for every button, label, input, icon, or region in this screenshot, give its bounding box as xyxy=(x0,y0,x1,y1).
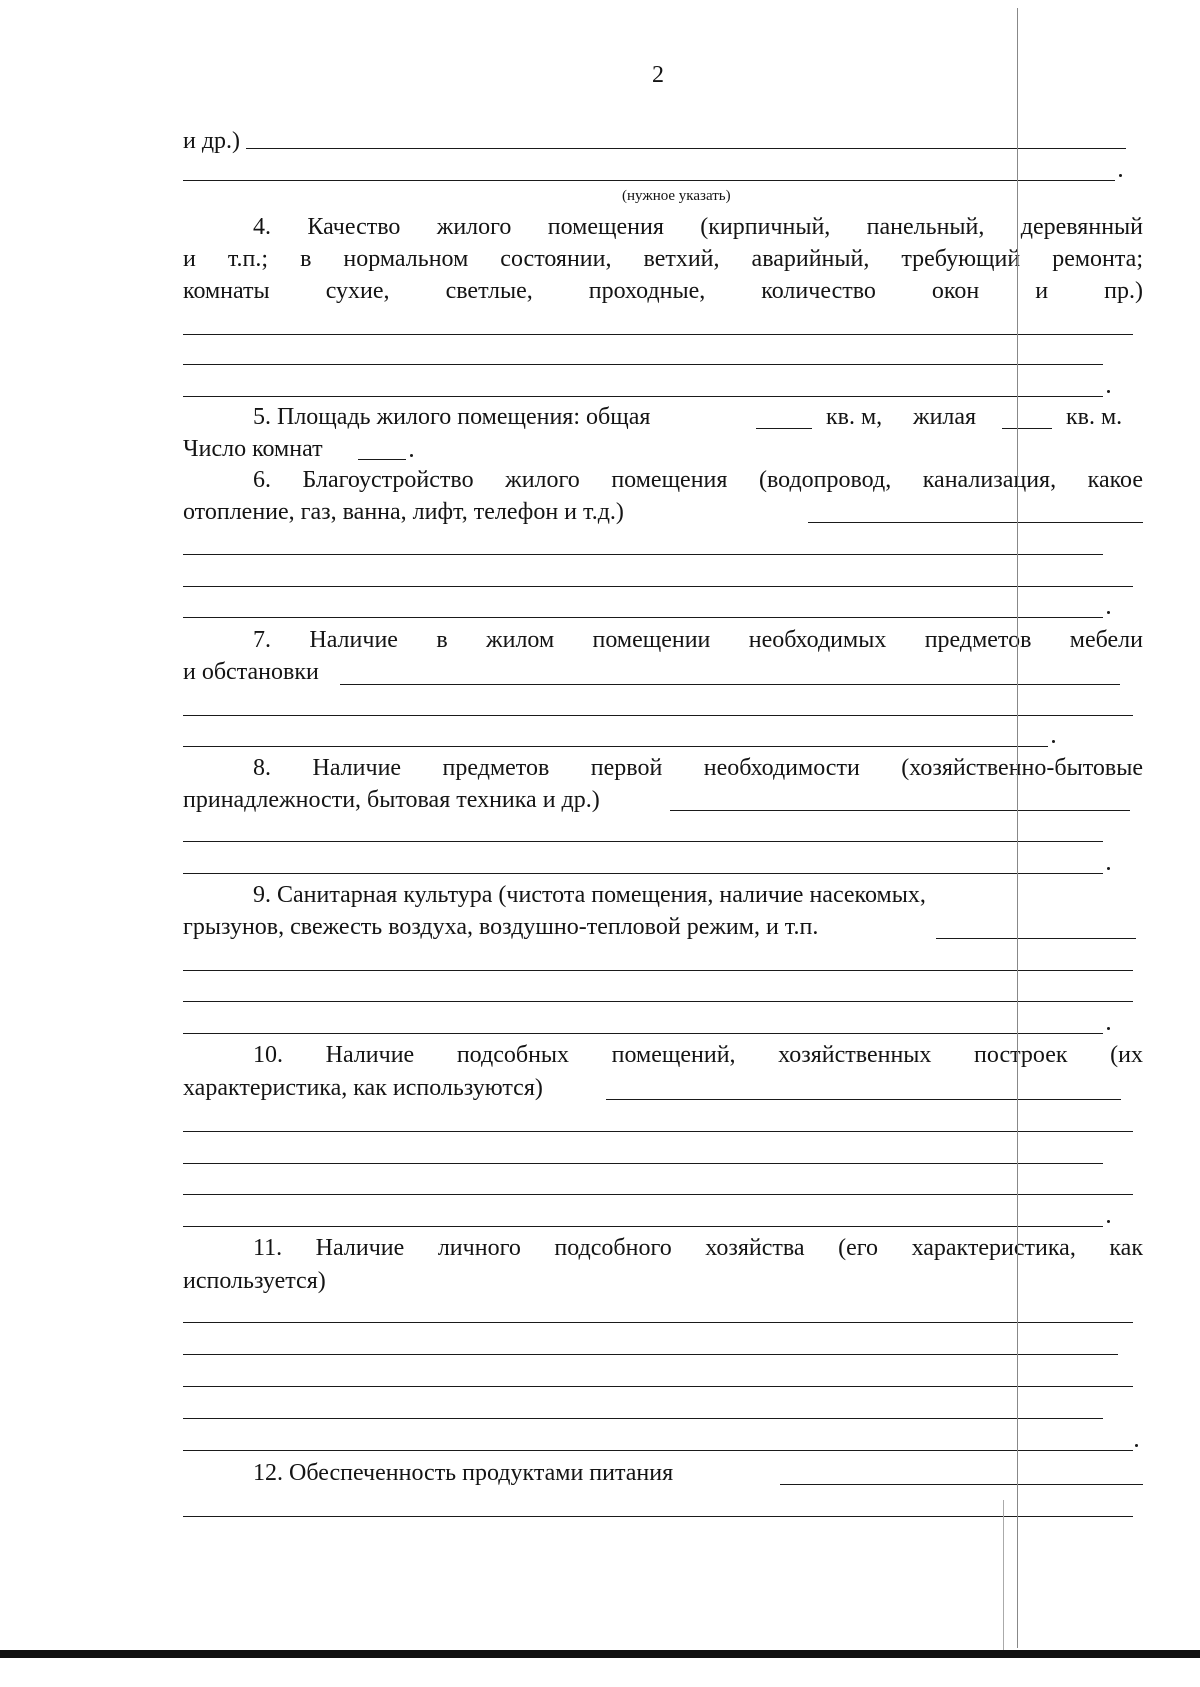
period-dot xyxy=(1107,867,1110,870)
item-7-line-1: 7. Наличие в жилом помещении необходимых предметов мебели xyxy=(253,627,1143,653)
period-dot xyxy=(410,454,413,457)
blank-line[interactable] xyxy=(183,364,1103,365)
item-10-line-2: характеристика, как используются) xyxy=(183,1075,543,1101)
period-dot xyxy=(1119,174,1122,177)
blank-line[interactable] xyxy=(183,1516,1133,1517)
scan-bottom-edge xyxy=(0,1650,1200,1658)
blank-line[interactable] xyxy=(183,617,1103,618)
blank-line[interactable] xyxy=(183,1450,1133,1451)
item-6-line-1: 6. Благоустройство жилого помещения (водопровод, канализация, какое xyxy=(253,467,1143,493)
blank-line[interactable] xyxy=(183,1001,1133,1002)
item-6-line-2: отопление, газ, ванна, лифт, телефон и т.д.) xyxy=(183,499,624,525)
blank-line[interactable] xyxy=(936,938,1136,939)
item-9-line-2: грызунов, свежесть воздуха, воздушно-тепловой режим, и т.п. xyxy=(183,914,819,940)
total-area-field[interactable] xyxy=(756,428,812,429)
blank-line[interactable] xyxy=(183,970,1133,971)
blank-line[interactable] xyxy=(183,334,1133,335)
item-7-line-2: и обстановки xyxy=(183,659,319,685)
period-dot xyxy=(1107,611,1110,614)
blank-line[interactable] xyxy=(606,1099,1121,1100)
blank-line[interactable] xyxy=(183,1226,1103,1227)
period-dot xyxy=(1107,1220,1110,1223)
blank-line[interactable] xyxy=(183,180,1115,181)
blank-line[interactable] xyxy=(246,148,1126,149)
blank-line[interactable] xyxy=(670,810,1130,811)
room-count-field[interactable] xyxy=(358,459,406,460)
scan-fold-line xyxy=(1003,1500,1004,1650)
unit-sqm: кв. м, xyxy=(826,404,883,430)
blank-line[interactable] xyxy=(183,1386,1133,1387)
item-11-line-2: используется) xyxy=(183,1268,326,1294)
period-dot xyxy=(1052,740,1055,743)
item-4-line-1: 4. Качество жилого помещения (кирпичный, панельный, деревянный xyxy=(253,214,1143,240)
blank-line[interactable] xyxy=(183,1131,1133,1132)
blank-line[interactable] xyxy=(780,1484,1143,1485)
hint-specify: (нужное указать) xyxy=(622,188,731,204)
unit-sqm: кв. м. xyxy=(1066,404,1123,430)
line-other: и др.) xyxy=(183,128,241,154)
room-count-label: Число комнат xyxy=(183,436,323,462)
blank-line[interactable] xyxy=(183,554,1103,555)
period-dot xyxy=(1135,1444,1138,1447)
page-number: 2 xyxy=(652,62,664,88)
living-area-field[interactable] xyxy=(1002,428,1052,429)
period-dot xyxy=(1107,390,1110,393)
item-4-line-3: комнаты сухие, светлые, проходные, количество окон и пр.) xyxy=(183,278,1143,304)
scan-fold-line xyxy=(1017,8,1018,1648)
blank-line[interactable] xyxy=(183,1418,1103,1419)
blank-line[interactable] xyxy=(808,522,1143,523)
blank-line[interactable] xyxy=(340,684,1120,685)
item-9-line-1: 9. Санитарная культура (чистота помещения, наличие насекомых, xyxy=(253,882,926,908)
item-5-area-total: 5. Площадь жилого помещения: общая xyxy=(253,404,651,430)
item-10-line-1: 10. Наличие подсобных помещений, хозяйственных построек (их xyxy=(253,1042,1143,1068)
blank-line[interactable] xyxy=(183,746,1048,747)
item-12-line-1: 12. Обеспеченность продуктами питания xyxy=(253,1460,674,1486)
item-8-line-2: принадлежности, бытовая техника и др.) xyxy=(183,787,600,813)
blank-line[interactable] xyxy=(183,1322,1133,1323)
item-11-line-1: 11. Наличие личного подсобного хозяйства (его характеристика, как xyxy=(253,1235,1143,1261)
blank-line[interactable] xyxy=(183,1033,1103,1034)
item-8-line-1: 8. Наличие предметов первой необходимости (хозяйственно-бытовые xyxy=(253,755,1143,781)
blank-line[interactable] xyxy=(183,1354,1118,1355)
blank-line[interactable] xyxy=(183,396,1103,397)
item-4-line-2: и т.п.; в нормальном состоянии, ветхий, аварийный, требующий ремонта; xyxy=(183,246,1143,272)
blank-line[interactable] xyxy=(183,715,1133,716)
blank-line[interactable] xyxy=(183,1194,1133,1195)
blank-line[interactable] xyxy=(183,873,1103,874)
item-5-living: жилая xyxy=(913,404,977,430)
blank-line[interactable] xyxy=(183,841,1103,842)
period-dot xyxy=(1107,1027,1110,1030)
blank-line[interactable] xyxy=(183,1163,1103,1164)
blank-line[interactable] xyxy=(183,586,1133,587)
